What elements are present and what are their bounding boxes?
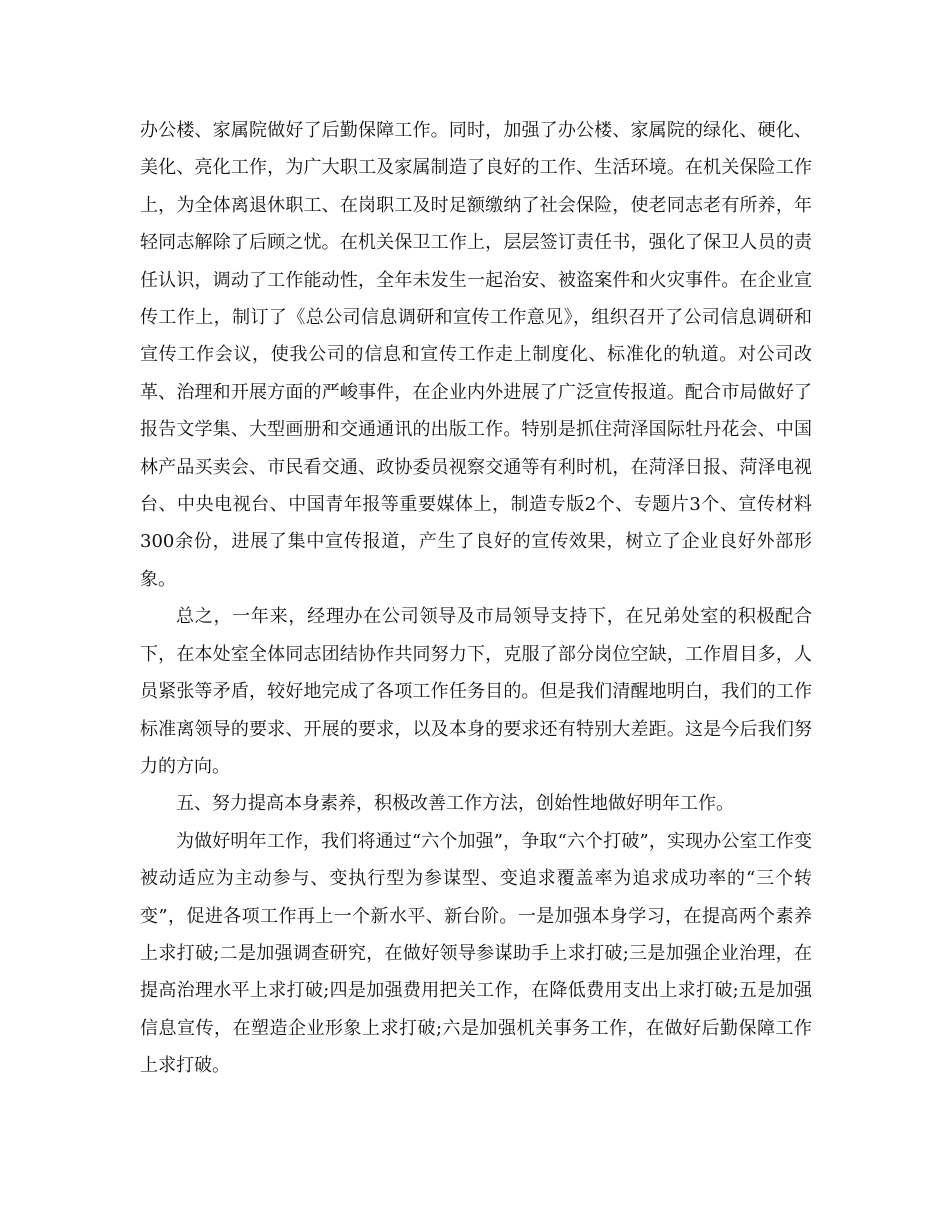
paragraph-logistics-publicity: 办公楼、家属院做好了后勤保障工作。同时，加强了办公楼、家属院的绿化、硬化、美化、亮化工作，为广大职工及家属制造了良好的工作、生活环境。在机关保险工作上，为全体离退休职工、在岗职工及时足额缴纳了社会保险，使老同志老有所养，年轻同志解除了后顾之忧。在机关保卫工作上，层层签订责任书，强化了保卫人员的责任认识，调动了工作能动性，全年未发生一起治安、被盗案件和火灾事件。在企业宣传工作上，制订了《总公司信息调研和宣传工作意见》，组织召开了公司信息调研和宣传工作会议，使我公司的信息和宣传工作走上制度化、标准化的轨道。对公司改革、治理和开展方面的严峻事件，在企业内外进展了广泛宣传报道。配合市局做好了报告文学集、大型画册和交通通讯的出版工作。特别是抓住菏泽国际牡丹花会、中国林产品买卖会、市民看交通、政协委员视察交通等有利时机，在菏泽日报、菏泽电视台、中央电视台、中国青年报等重要媒体上，制造专版2个、专题片3个、宣传材料300余份，进展了集中宣传报道，产生了良好的宣传效果，树立了企业良好外部形象。 [140, 120, 812, 590]
section-heading-five: 五、努力提高本身素养，积极改善工作方法，创始性地做好明年工作。 [176, 793, 734, 815]
paragraph-next-year-plan: 为做好明年工作，我们将通过“六个加强”，争取“六个打破”，实现办公室工作变被动适应为主动参与、变执行型为参谋型、变追求覆盖率为追求成功率的“三个转变”，促进各项工作再上一个新水平、新台阶。一是加强本身学习，在提高两个素养上求打破;二是加强调查研究，在做好领导参谋助手上求打破;三是加强企业治理，在提高治理水平上求打破;四是加强费用把关工作，在降低费用支出上求打破;五是加强信息宣传，在塑造企业形象上求打破;六是加强机关事务工作，在做好后勤保障工作上求打破。 [140, 830, 812, 1077]
paragraph-summary: 总之，一年来，经理办在公司领导及市局领导支持下，在兄弟处室的积极配合下，在本处室全体同志团结协作共同努力下，克服了部分岗位空缺，工作眉目多，人员紧张等矛盾，较好地完成了各项工作任务目的。但是我们清醒地明白，我们的工作标准离领导的要求、开展的要求，以及本身的要求还有特别大差距。这是今后我们努力的方向。 [140, 606, 812, 777]
document-body [140, 112, 812, 1085]
